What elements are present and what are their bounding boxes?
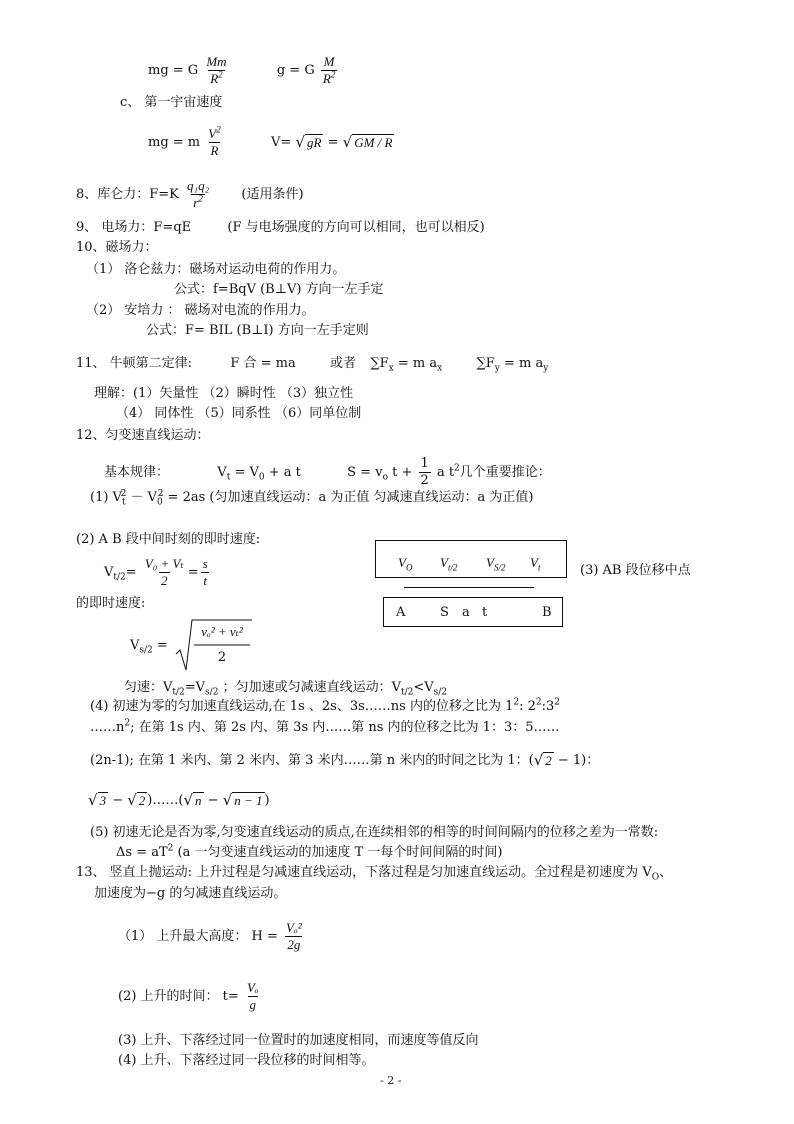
mg-eq-label: mg = m: [148, 135, 201, 150]
sqrt-2: √ 2: [533, 751, 552, 769]
gravity-mg-label: mg = G: [148, 63, 199, 78]
inference-4-line3: (2n-1); 在第 1 米内、第 2 米内、第 3 米内……第 n 米内的时间之比为 1：( √ 2 − 1)：: [90, 751, 600, 769]
box-v-o: $V_O$: [398, 555, 413, 573]
fraction-denominator: t: [203, 573, 207, 588]
inference-5-line2: $\Delta s = aT^2$ (a 一匀变速直线运动的加速度 T 一每个时间间隔的时间): [116, 843, 503, 860]
sqrt-gr: √ gR: [295, 133, 322, 151]
fraction-s-t: [201, 556, 210, 589]
rise-time-row: [118, 980, 263, 1013]
fraction-numerator: s: [202, 556, 208, 571]
fraction-denominator: R: [210, 143, 219, 158]
box-point-a: A: [396, 605, 406, 620]
fraction-vo-g: [245, 980, 261, 1013]
basic-law-row: [104, 456, 551, 489]
inference-4-line4: √ 3 − √ 2 )……( √ n − √ n − 1 ): [88, 791, 270, 809]
first-cosmic-velocity-label: c、 第一宇宙速度: [120, 95, 223, 110]
fraction-numerator: vₒ² + vₜ²: [201, 624, 243, 639]
lorentz-formula-line: 公式：f=BqV (B⊥V) 方向一左手定: [174, 282, 384, 297]
box-label-t: t: [482, 605, 488, 620]
section-10-title: 10、磁场力：: [76, 240, 158, 255]
equals-sign: =: [327, 135, 339, 150]
sqrt-2b: √ 2: [127, 791, 146, 809]
velocity-comparison: 匀速：$V_{t/2}=V_{s/2}$ ；匀加速或匀减速直线运动：$V_{t/2}<V_{s/2}$: [124, 680, 448, 698]
vt-formula: $V_t = V_0 + a$ t: [217, 465, 301, 483]
segment-ab-box: [383, 597, 563, 627]
fraction-numerator: Vₒ: [246, 980, 259, 995]
v-eq-label: V=: [271, 135, 292, 150]
section-11-newton: [76, 356, 548, 372]
fraction-denominator: 2g: [287, 937, 301, 952]
section-13-title: 13、 竖直上抛运动: 上升过程是匀减速直线运动，下落过程是匀加速直线运动。全过程是初速度为 $V_O$、: [76, 865, 673, 883]
section-12-title: 12、匀变速直线运动：: [76, 428, 210, 443]
fraction-v2-r: [206, 126, 222, 159]
coulomb-formula-label: 8、库仑力：F=K: [76, 187, 179, 202]
electric-force-note: (F 与电场强度的方向可以相同，也可以相反): [227, 220, 485, 235]
inference-4-line1: (4) 初速为零的匀加速直线运动,在 1s 、2s、3s……ns 内的位移之比为 $1^2$: $2^2:3^2$: [90, 697, 561, 714]
lorentz-force-line: （1） 洛仑兹力：磁场对运动电荷的作用力。: [86, 262, 346, 277]
sqrt-3: √ 3: [88, 791, 107, 809]
fraction-q1q2-r2: [185, 178, 211, 211]
gravity-g-label: g = G: [276, 63, 315, 78]
fraction-numerator: q₁q₂: [187, 178, 210, 193]
newton-understanding-1: 理解：(1）矢量性 （2）瞬时性 （3）独立性: [94, 386, 354, 401]
inference-3-title-cont: 的即时速度:: [76, 596, 146, 611]
inference-4-line2: $\dots\dots n^2$; 在第 1s 内、第 2s 内、第 3s 内……第 ns 内的位移之比为 1：3：5……: [90, 718, 560, 735]
inference-3-title: (3) AB 段位移中点: [580, 563, 691, 578]
section-8-coulomb: [76, 178, 304, 211]
fraction-numerator: V₀ + Vₜ: [144, 556, 184, 571]
rise-time-label: (2) 上升的时间： t=: [118, 989, 239, 1004]
fraction-numerator: Vₒ²: [286, 920, 302, 935]
sqrt-gm-r: √ GM / R: [342, 133, 393, 151]
box-label-a: a: [462, 605, 470, 620]
newton-formula: F 合 = ma: [230, 356, 296, 371]
box-v-s2: $V_{S/2}$: [486, 555, 506, 573]
s-formula: $S = v_o$ t +: [347, 465, 413, 483]
s-formula-tail: a $t^2$: [436, 463, 460, 480]
coulomb-note: (适用条件): [241, 187, 304, 202]
fraction-numerator: M: [323, 54, 335, 69]
box-v-t2: $V_{t/2}$: [440, 555, 458, 573]
sqrt-n: √ n: [183, 791, 202, 809]
gravity-formula-row: [148, 54, 339, 87]
fraction-denominator: $r^2$: [193, 193, 203, 210]
inference-5-line1: (5) 初速无论是否为零,匀变速直线运动的质点,在连续相邻的相等的时间间隔内的位移之差为一常数:: [90, 825, 659, 840]
gravity-fraction-m-r2: [321, 54, 337, 87]
ampere-formula-line: 公式：F= BIL (B⊥I) 方向一左手定则: [146, 323, 369, 338]
newton-fy-formula: $\sum F_y = m$ $a_y$: [476, 356, 549, 374]
section-13-line2: 加速度为−g 的匀减速直线运动。: [94, 886, 287, 901]
newton-fx-formula: $\sum F_x = m$ $a_x$: [370, 356, 443, 374]
box-point-b: B: [542, 605, 552, 620]
newton-or: 或者: [330, 356, 357, 371]
inference-2-title: (2) A B 段中间时刻的即时速度:: [76, 532, 261, 547]
velocity-diagram-box: [375, 540, 567, 578]
newton-understanding-2: （4） 同体性 （5）同系性 （6）同单位制: [116, 406, 362, 421]
fraction-numerator: Mm: [206, 54, 227, 69]
fraction-numerator: 1: [420, 456, 429, 471]
key-inferences-label: 几个重要推论：: [459, 465, 551, 480]
electric-force-formula: 9、 电场力：F=qE: [76, 220, 192, 235]
fraction-denominator: 2: [217, 650, 227, 665]
fraction-numerator: $V^2$: [208, 124, 221, 141]
fraction-v0-vt-2: [143, 556, 186, 589]
fraction-denominator: 2: [420, 473, 429, 488]
page-number: - 2 -: [380, 1074, 402, 1087]
fraction-vo2-2g: [284, 920, 304, 953]
fraction-denominator: g: [249, 997, 257, 1012]
box-label-s: S: [440, 605, 449, 620]
vt2-label: $V_{t/2}=$: [104, 565, 137, 583]
sqrt-vs2-formula: [174, 618, 254, 676]
cosmic-velocity-formula-row: [148, 126, 394, 159]
fraction-denominator: $R^2$: [322, 69, 336, 86]
section-9-electric-force: [76, 220, 485, 236]
section-13-item-4: (4) 上升、下落经过同一段位移的时间相等。: [118, 1053, 375, 1068]
vs2-label: $V_{s/2}$ =: [130, 638, 168, 656]
newton-title: 11、 牛顿第二定律:: [76, 356, 193, 371]
segment-line: [404, 587, 534, 588]
sqrt-n-minus-1: √ n − 1: [222, 791, 263, 809]
basic-law-label: 基本规律：: [104, 465, 170, 480]
box-v-t: $V_t$: [530, 555, 541, 573]
fraction-denominator: 2: [161, 573, 168, 588]
fraction-one-half: [419, 456, 431, 489]
mid-time-velocity-formula: $V_{t/2}=$ $\frac{\text{V₀ + Vₜ}}{2}$ = $\frac{s}{t}$: [104, 556, 208, 588]
inference-1: (1) $V_t^2 - V_0^2 = 2as$ (匀加速直线运动：a 为正值 匀减速直线运动：a 为正值): [90, 488, 534, 508]
ampere-force-line: （2） 安培力 ： 磁场对电流的作用力。: [86, 303, 315, 318]
fraction-denominator: $R^2$: [210, 69, 223, 86]
gravity-fraction-mm-r2: [204, 54, 228, 87]
max-height-row: [118, 920, 306, 953]
section-13-item-3: (3) 上升、下落经过同一位置时的加速度相同，而速度等值反向: [118, 1033, 479, 1048]
max-height-label: （1） 上升最大高度： H =: [118, 929, 278, 944]
